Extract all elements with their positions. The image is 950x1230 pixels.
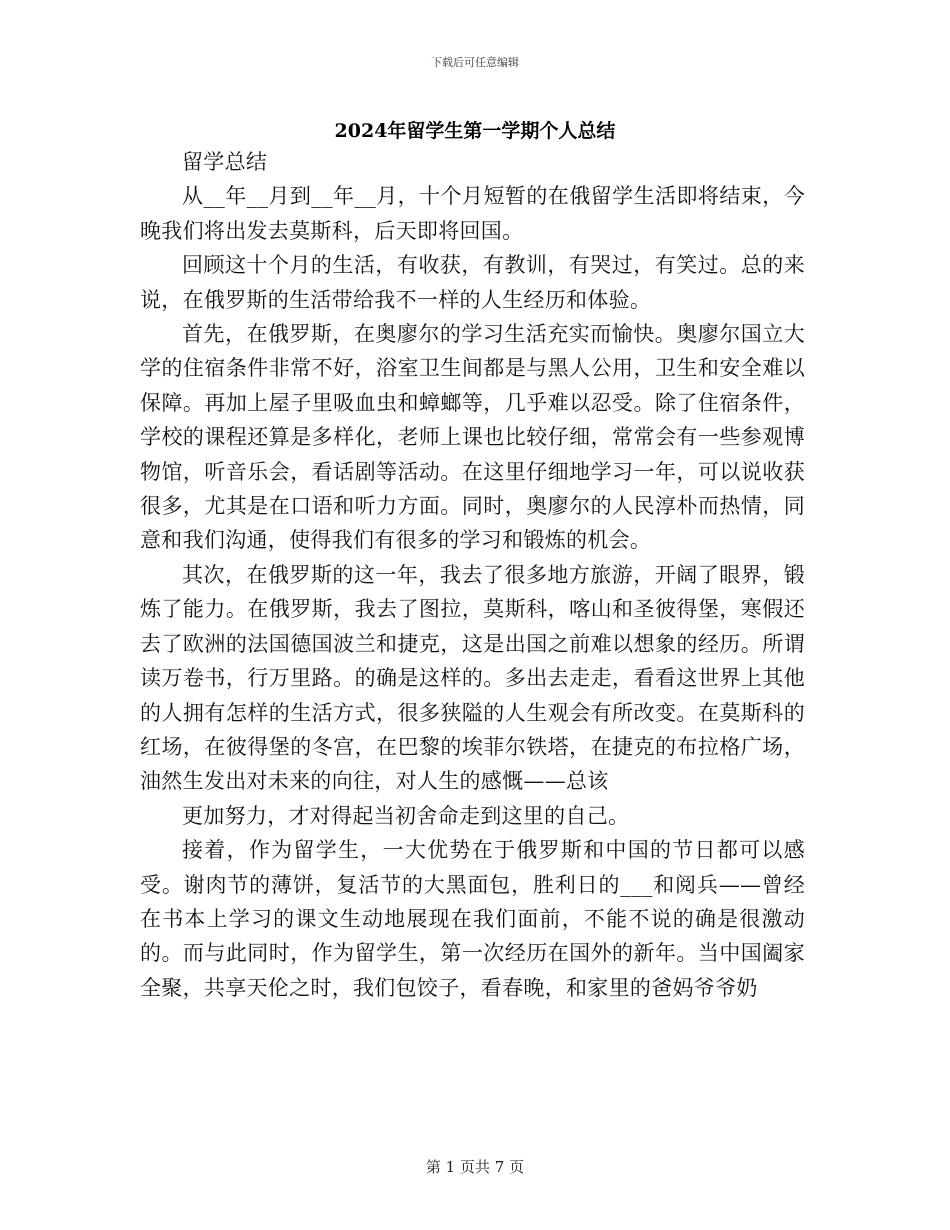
document-title: 2024年留学生第一学期个人总结: [334, 120, 616, 142]
paragraph: 更加努力，才对得起当初舍命走到这里的自己。: [182, 803, 630, 828]
paragraph: 首先，在俄罗斯，在奥廖尔的学习生活充实而愉快。奥廖尔国立大学的住宿条件非常不好，浴室卫生间都是与黑人公用，卫生和安全难以保障。再加上屋子里吸血虫和蟑螂等，几乎难以忍受。除了住宿条件，学校的课程还算是多样化，老师上课也比较仔细，常常会有一些参观博物馆，听音乐会，看话剧等活动。在这里仔细地学习一年，可以说收获很多，尤其是在口语和听力方面。同时，奥廖尔的人民淳朴而热情，同意和我们沟通，使得我们有很多的学习和锻炼的机会。: [140, 322, 805, 553]
paragraph-heading: 留学总结: [182, 150, 268, 174]
document-body: [140, 145, 805, 1005]
page-header: 下载后可任意编辑: [431, 56, 519, 69]
paragraph: 接着，作为留学生，一大优势在于俄罗斯和中国的节日都可以感受。谢肉节的薄饼，复活节的大黑面包，胜利日的___和阅兵——曾经在书本上学习的课文生动地展现在我们面前，不能不说的确是很激动的。而与此同时，作为留学生，第一次经历在国外的新年。当中国阖家全聚，共享天伦之时，我们包饺子，看春晚，和家里的爸妈爷爷奶: [140, 838, 805, 1000]
paragraph: 回顾这十个月的生活，有收获，有教训，有哭过，有笑过。总的来说，在俄罗斯的生活带给我不一样的人生经历和体验。: [140, 253, 805, 312]
paragraph: 从__年__月到__年__月，十个月短暂的在俄留学生活即将结束，今晚我们将出发去莫斯科，后天即将回国。: [140, 184, 805, 243]
paragraph: 其次，在俄罗斯的这一年，我去了很多地方旅游，开阔了眼界，锻炼了能力。在俄罗斯，我去了图拉，莫斯科，喀山和圣彼得堡，寒假还去了欧洲的法国德国波兰和捷克，这是出国之前难以想象的经历。所谓读万卷书，行万里路。的确是这样的。多出去走走，看看这世界上其他的人拥有怎样的生活方式，很多狭隘的人生观会有所改变。在莫斯科的红场，在彼得堡的冬宫，在巴黎的埃菲尔铁塔，在捷克的布拉格广场，油然生发出对未来的向往，对人生的感慨——总该: [140, 562, 805, 794]
page-footer: 第 1 页共 7 页: [425, 1158, 525, 1176]
